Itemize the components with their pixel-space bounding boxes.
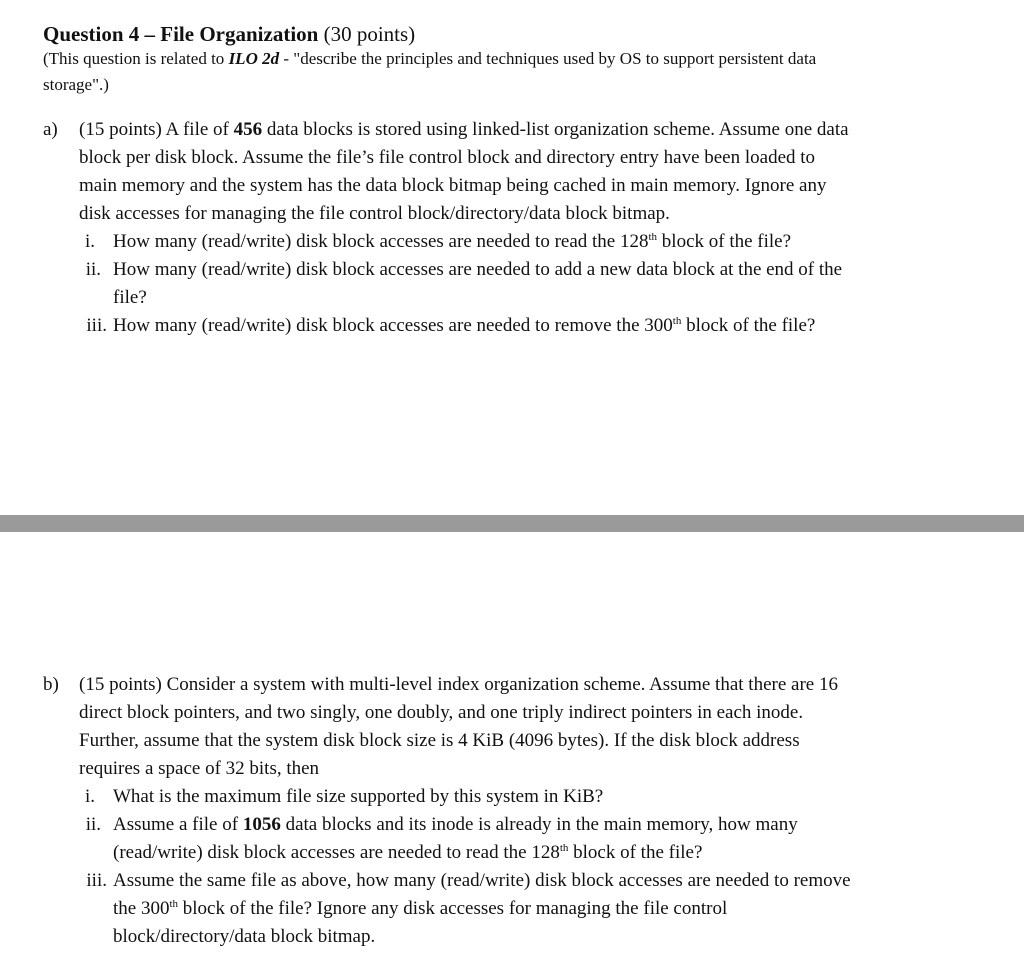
part-a-line3: main memory and the system has the data block bitmap being cached in main memory. Ignore any (79, 175, 827, 196)
part-b-label: b) (43, 674, 59, 695)
part-a-item-ii-line1: How many (read/write) disk block accesses are needed to add a new data block at the end of the (113, 259, 843, 280)
part-b-item-ii-line1 (113, 813, 798, 837)
part-b-item-iii-line2-post: block of the file? Ignore any disk accesses for managing the file control (178, 898, 728, 919)
part-b-item-iii-sup: th (169, 898, 179, 910)
note-prefix: (This question is related to (43, 49, 229, 68)
part-a-item-ii-line2: file? (113, 287, 147, 308)
part-a-item-i-post: block of the file? (657, 231, 792, 252)
part-a-line1-post: data blocks is stored using linked-list organization scheme. Assume one data (262, 119, 849, 140)
question-note-line1 (43, 48, 816, 70)
part-b-item-iii-numeral: iii. (86, 870, 107, 891)
part-b-item-iii-line3: block/directory/data block bitmap. (113, 926, 376, 947)
note-suffix: - "describe the principles and techniques used by OS to support persistent data (279, 49, 817, 68)
part-a-item-iii-sup: th (672, 315, 682, 327)
part-a-line1-pre: (15 points) A file of (79, 119, 234, 140)
part-a-item-i-sup: th (648, 231, 658, 243)
part-a-item-iii (113, 314, 815, 338)
part-a-item-ii-numeral: ii. (85, 259, 101, 280)
part-a-line2: block per disk block. Assume the file’s file control block and directory entry have been loaded to (79, 147, 816, 168)
page-divider (0, 515, 1024, 532)
part-b-item-ii-line1-post: data blocks and its inode is already in the main memory, how many (280, 814, 798, 835)
part-a-item-i (113, 230, 791, 254)
part-b-line2: direct block pointers, and two singly, one doubly, and one triply indirect pointers in each inode. (79, 702, 804, 723)
part-b-item-ii-line2-post: block of the file? (568, 842, 703, 863)
part-b-item-ii-line1-pre: Assume a file of (113, 814, 243, 835)
part-b-item-iii-line1: Assume the same file as above, how many (read/write) disk block accesses are needed to remove (113, 870, 851, 891)
part-a-item-iii-pre: How many (read/write) disk block accesses are needed to remove the 300 (113, 315, 673, 336)
part-a-item-iii-post: block of the file? (681, 315, 816, 336)
note-ilo: ILO 2d (228, 49, 280, 68)
part-a-item-iii-numeral: iii. (86, 315, 107, 336)
question-title (43, 21, 415, 47)
part-b-line4: requires a space of 32 bits, then (79, 758, 320, 779)
part-b-line1: (15 points) Consider a system with multi-level index organization scheme. Assume that there are 16 (79, 674, 838, 695)
part-b-line3: Further, assume that the system disk block size is 4 KiB (4096 bytes). If the disk block address (79, 730, 800, 751)
part-b-item-ii-line2 (113, 841, 702, 865)
part-b-item-iii-line2-pre: the 300 (113, 898, 170, 919)
part-a-line4: disk accesses for managing the file control block/directory/data block bitmap. (79, 203, 670, 224)
part-a-block-count: 456 (233, 119, 263, 140)
part-a-label: a) (43, 119, 58, 140)
part-b-item-i-numeral: i. (84, 786, 95, 807)
question-points: (30 points) (318, 22, 416, 46)
part-b-block-count: 1056 (242, 814, 281, 835)
part-a-line1 (79, 118, 849, 142)
part-a-item-i-numeral: i. (84, 231, 95, 252)
part-b-item-ii-numeral: ii. (85, 814, 101, 835)
part-b-item-ii-sup: th (559, 842, 569, 854)
question-note-line2: storage".) (43, 75, 109, 94)
part-b-item-iii-line2 (113, 897, 727, 921)
part-b-item-i: What is the maximum file size supported by this system in KiB? (113, 786, 604, 807)
part-b-item-ii-line2-pre: (read/write) disk block accesses are needed to read the 128 (113, 842, 560, 863)
part-a-item-i-pre: How many (read/write) disk block accesses are needed to read the 128 (113, 231, 649, 252)
question-title-bold: Question 4 – File Organization (43, 22, 319, 46)
